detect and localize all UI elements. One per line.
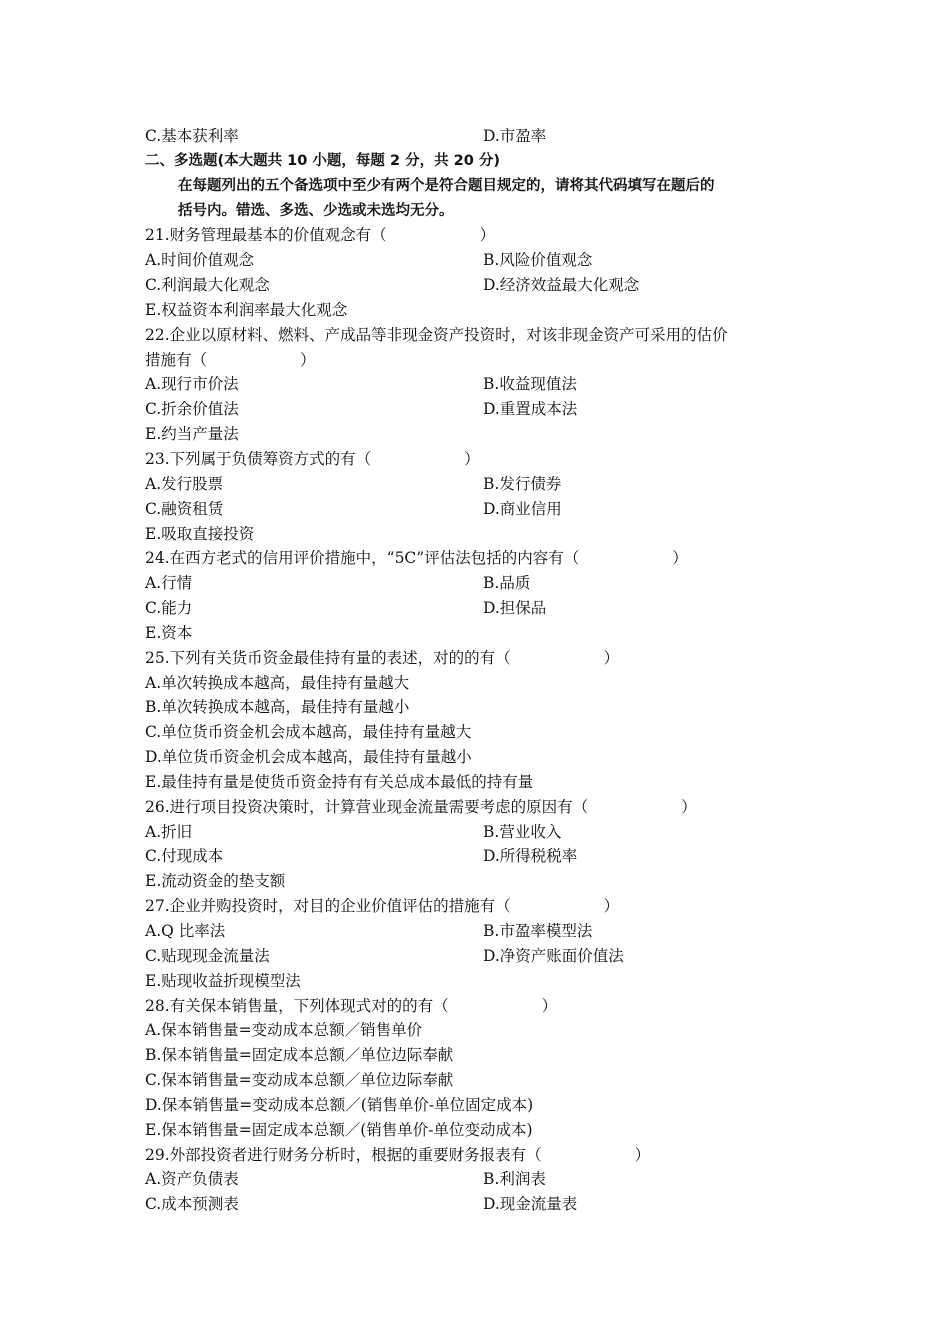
option: C.折余价值法 [145,400,239,419]
option: A.现行市价法 [145,375,239,394]
option: B.保本销售量=固定成本总额／单位边际奉献 [145,1046,454,1065]
option-row [145,944,845,969]
option: C.贴现现金流量法 [145,946,270,965]
option-row [145,397,845,422]
option: C.成本预测表 [145,1195,239,1214]
option-row [145,497,845,522]
question-stem: 22.企业以原材料、燃料、产成品等非现金资产投资时，对该非现金资产可采用的估价 [145,325,728,344]
option: A.发行股票 [145,474,224,493]
option: D.现金流量表 [483,1195,578,1214]
option: A.时间价值观念 [145,251,255,270]
option: E.吸取直接投资 [145,524,255,543]
question-list [145,223,845,1217]
option: D.净资产账面价值法 [483,946,624,965]
option: D.所得税税率 [483,847,578,866]
option-row [145,844,845,869]
exam-page [145,124,845,1217]
option: B.品质 [483,574,531,593]
option: C.付现成本 [145,847,224,866]
option: A.折旧 [145,822,193,841]
option: D.担保品 [483,599,547,618]
option: C.融资租赁 [145,499,224,518]
option: D.重置成本法 [483,400,578,419]
question-stem: 27.企业并购投资时，对目的企业价值评估的措施有（ ） [145,897,620,916]
question-stem: 28.有关保本销售量，下列体现式对的的有（ ） [145,996,558,1015]
section-title: 二、多选题(本大题共 10 小题，每题 2 分，共 20 分) [145,152,500,169]
option: B.市盈率模型法 [483,922,593,940]
option: C.单位货币资金机会成本越高，最佳持有量越大 [145,723,472,742]
option: A.行情 [145,574,193,593]
option-d: D.市盈率 [483,127,547,145]
option-row [145,596,845,621]
option: B.风险价值观念 [483,251,593,270]
option-row [145,571,845,596]
question-stem: 29.外部投资者进行财务分析时，根据的重要财务报表有（ ） [145,1145,651,1164]
option: B.收益现值法 [483,375,577,394]
option: A.Q 比率法 [145,922,226,940]
option: A.保本销售量=变动成本总额／销售单价 [145,1021,423,1040]
question-stem: 26.进行项目投资决策时，计算营业现金流量需要考虑的原因有（ ） [145,797,697,816]
option: A.资产负债表 [145,1170,239,1189]
option: E.流动资金的垫支额 [145,872,286,891]
option: E.保本销售量=固定成本总额／(销售单价-单位变动成本) [145,1120,533,1139]
option-c: C.基本获利率 [145,127,239,145]
option-row [145,1192,845,1217]
option-row [145,372,845,397]
option-row [145,248,845,273]
option: E.最佳持有量是使货币资金持有有关总成本最低的持有量 [145,772,534,791]
option-row [145,820,845,845]
option: E.权益资本利润率最大化观念 [145,300,348,319]
option-row [145,919,845,944]
option: C.能力 [145,599,193,618]
option: C.利润最大化观念 [145,276,270,295]
option: E.资本 [145,623,193,642]
option: B.发行债券 [483,474,562,493]
option: B.单次转换成本越高，最佳持有量越小 [145,698,410,717]
option-row [145,1167,845,1192]
option: D.保本销售量=变动成本总额／(销售单价-单位固定成本) [145,1095,534,1114]
option: A.单次转换成本越高，最佳持有量越大 [145,673,410,692]
option: C.保本销售量=变动成本总额／单位边际奉献 [145,1071,454,1090]
option: D.商业信用 [483,499,562,518]
option: B.利润表 [483,1170,546,1189]
option: D.经济效益最大化观念 [483,276,640,295]
option: E.贴现收益折现模型法 [145,971,301,990]
question-stem: 25.下列有关货币资金最佳持有量的表述，对的的有（ ） [145,648,620,667]
option: E.约当产量法 [145,425,239,444]
option-row [145,472,845,497]
question-stem: 21.财务管理最基本的价值观念有（ ） [145,226,496,245]
question-stem: 24.在西方老式的信用评价措施中，“5C”评估法包括的内容有（ ） [145,549,688,568]
question-stem: 措施有（ ） [145,350,316,369]
option: B.营业收入 [483,822,562,841]
option: D.单位货币资金机会成本越高，最佳持有量越小 [145,748,472,767]
section-instruction-1: 在每题列出的五个备选项中至少有两个是符合题目规定的，请将其代码填写在题后的 [178,177,715,194]
question-stem: 23.下列属于负债筹资方式的有（ ） [145,449,480,468]
section-instruction-2: 括号内。错选、多选、少选或未选均无分。 [178,202,454,219]
option-row [145,273,845,298]
option-row [145,124,845,149]
